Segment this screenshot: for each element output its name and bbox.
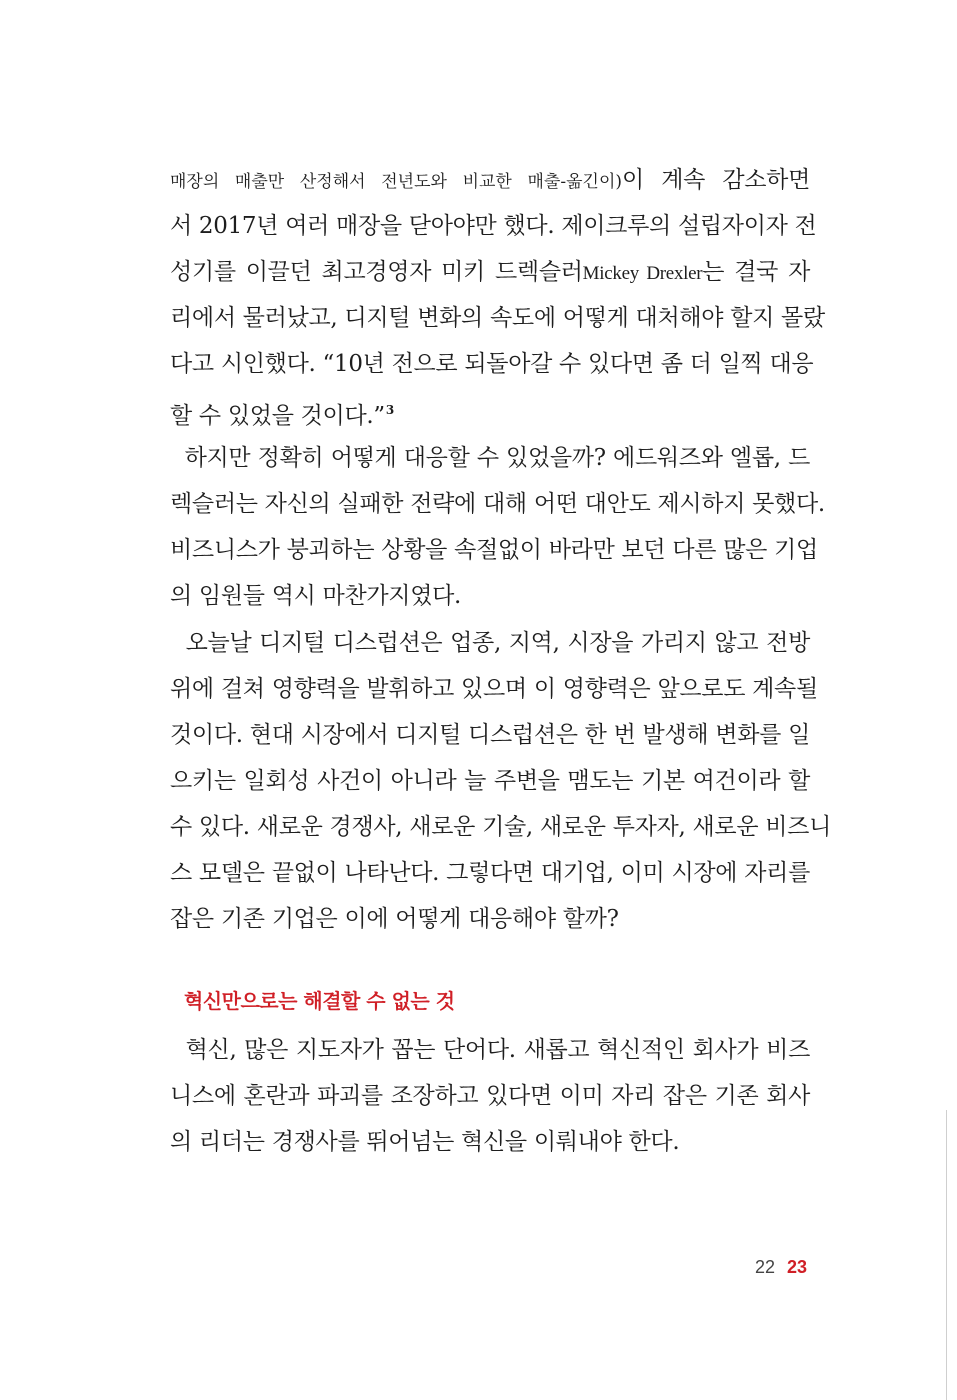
text-line: 의 임원들 역시 마찬가지였다.	[170, 583, 462, 609]
translator-note: 매장의 매출만 산정해서 전년도와 비교한 매출-옮긴이)	[170, 172, 623, 192]
page-number-right: 23	[786, 1257, 807, 1277]
page-edge-line	[946, 1110, 947, 1400]
text-line: 니스에 혼란과 파괴를 조장하고 있다면 이미 자리 잡은 기존 회사	[170, 1083, 810, 1109]
text-line: 것이다. 현대 시장에서 디지털 디스럽션은 한 번 발생해 변화를 일	[170, 722, 810, 748]
page-numbers	[755, 1257, 807, 1278]
text-line: 성기를 이끌던 최고경영자 미키 드렉슬러Mickey Drexler는 결국 자	[170, 259, 810, 285]
latin-name: Mickey Drexler	[582, 263, 703, 284]
text-line: 렉슬러는 자신의 실패한 전략에 대해 어떤 대안도 제시하지 못했다.	[170, 491, 825, 517]
text-line: 매장의 매출만 산정해서 전년도와 비교한 매출-옮긴이)이 계속 감소하면	[170, 167, 810, 193]
text-line: 스 모델은 끝없이 나타난다. 그렇다면 대기업, 이미 시장에 자리를	[170, 860, 810, 886]
text-line: 혁신, 많은 지도자가 꼽는 단어다. 새롭고 혁신적인 회사가 비즈	[170, 1037, 810, 1063]
text-line: 으키는 일회성 사건이 아니라 늘 주변을 맴도는 기본 여건이라 할	[170, 768, 810, 794]
text-line: 의 리더는 경쟁사를 뛰어넘는 혁신을 이뤄내야 한다.	[170, 1129, 680, 1155]
text-line: 잡은 기존 기업은 이에 어떻게 대응해야 할까?	[170, 906, 619, 932]
footnote-marker: 3	[385, 403, 394, 417]
text-line: 비즈니스가 붕괴하는 상황을 속절없이 바라만 보던 다른 많은 기업	[170, 537, 818, 563]
text-line: 다고 시인했다. “10년 전으로 되돌아갈 수 있다면 좀 더 일찍 대응	[170, 351, 814, 377]
page-number-left: 22	[754, 1257, 775, 1277]
text-line: 할 수 있었을 것이다.”$^3$	[170, 403, 394, 429]
text-line: 서 2017년 여러 매장을 닫아야만 했다. 제이크루의 설립자이자 전	[170, 213, 817, 239]
text-line: 리에서 물러났고, 디지털 변화의 속도에 어떻게 대처해야 할지 몰랐	[170, 305, 825, 331]
text-line: 오늘날 디지털 디스럽션은 업종, 지역, 시장을 가리지 않고 전방	[170, 630, 810, 656]
section-heading: 혁신만으로는 해결할 수 없는 것	[184, 989, 455, 1013]
text-line: 위에 걸쳐 영향력을 발휘하고 있으며 이 영향력은 앞으로도 계속될	[170, 676, 818, 702]
text-line: 하지만 정확히 어떻게 대응할 수 있었을까? 에드워즈와 엘롭, 드	[170, 445, 810, 471]
text-line: 수 있다. 새로운 경쟁사, 새로운 기술, 새로운 투자자, 새로운 비즈니	[170, 814, 832, 840]
